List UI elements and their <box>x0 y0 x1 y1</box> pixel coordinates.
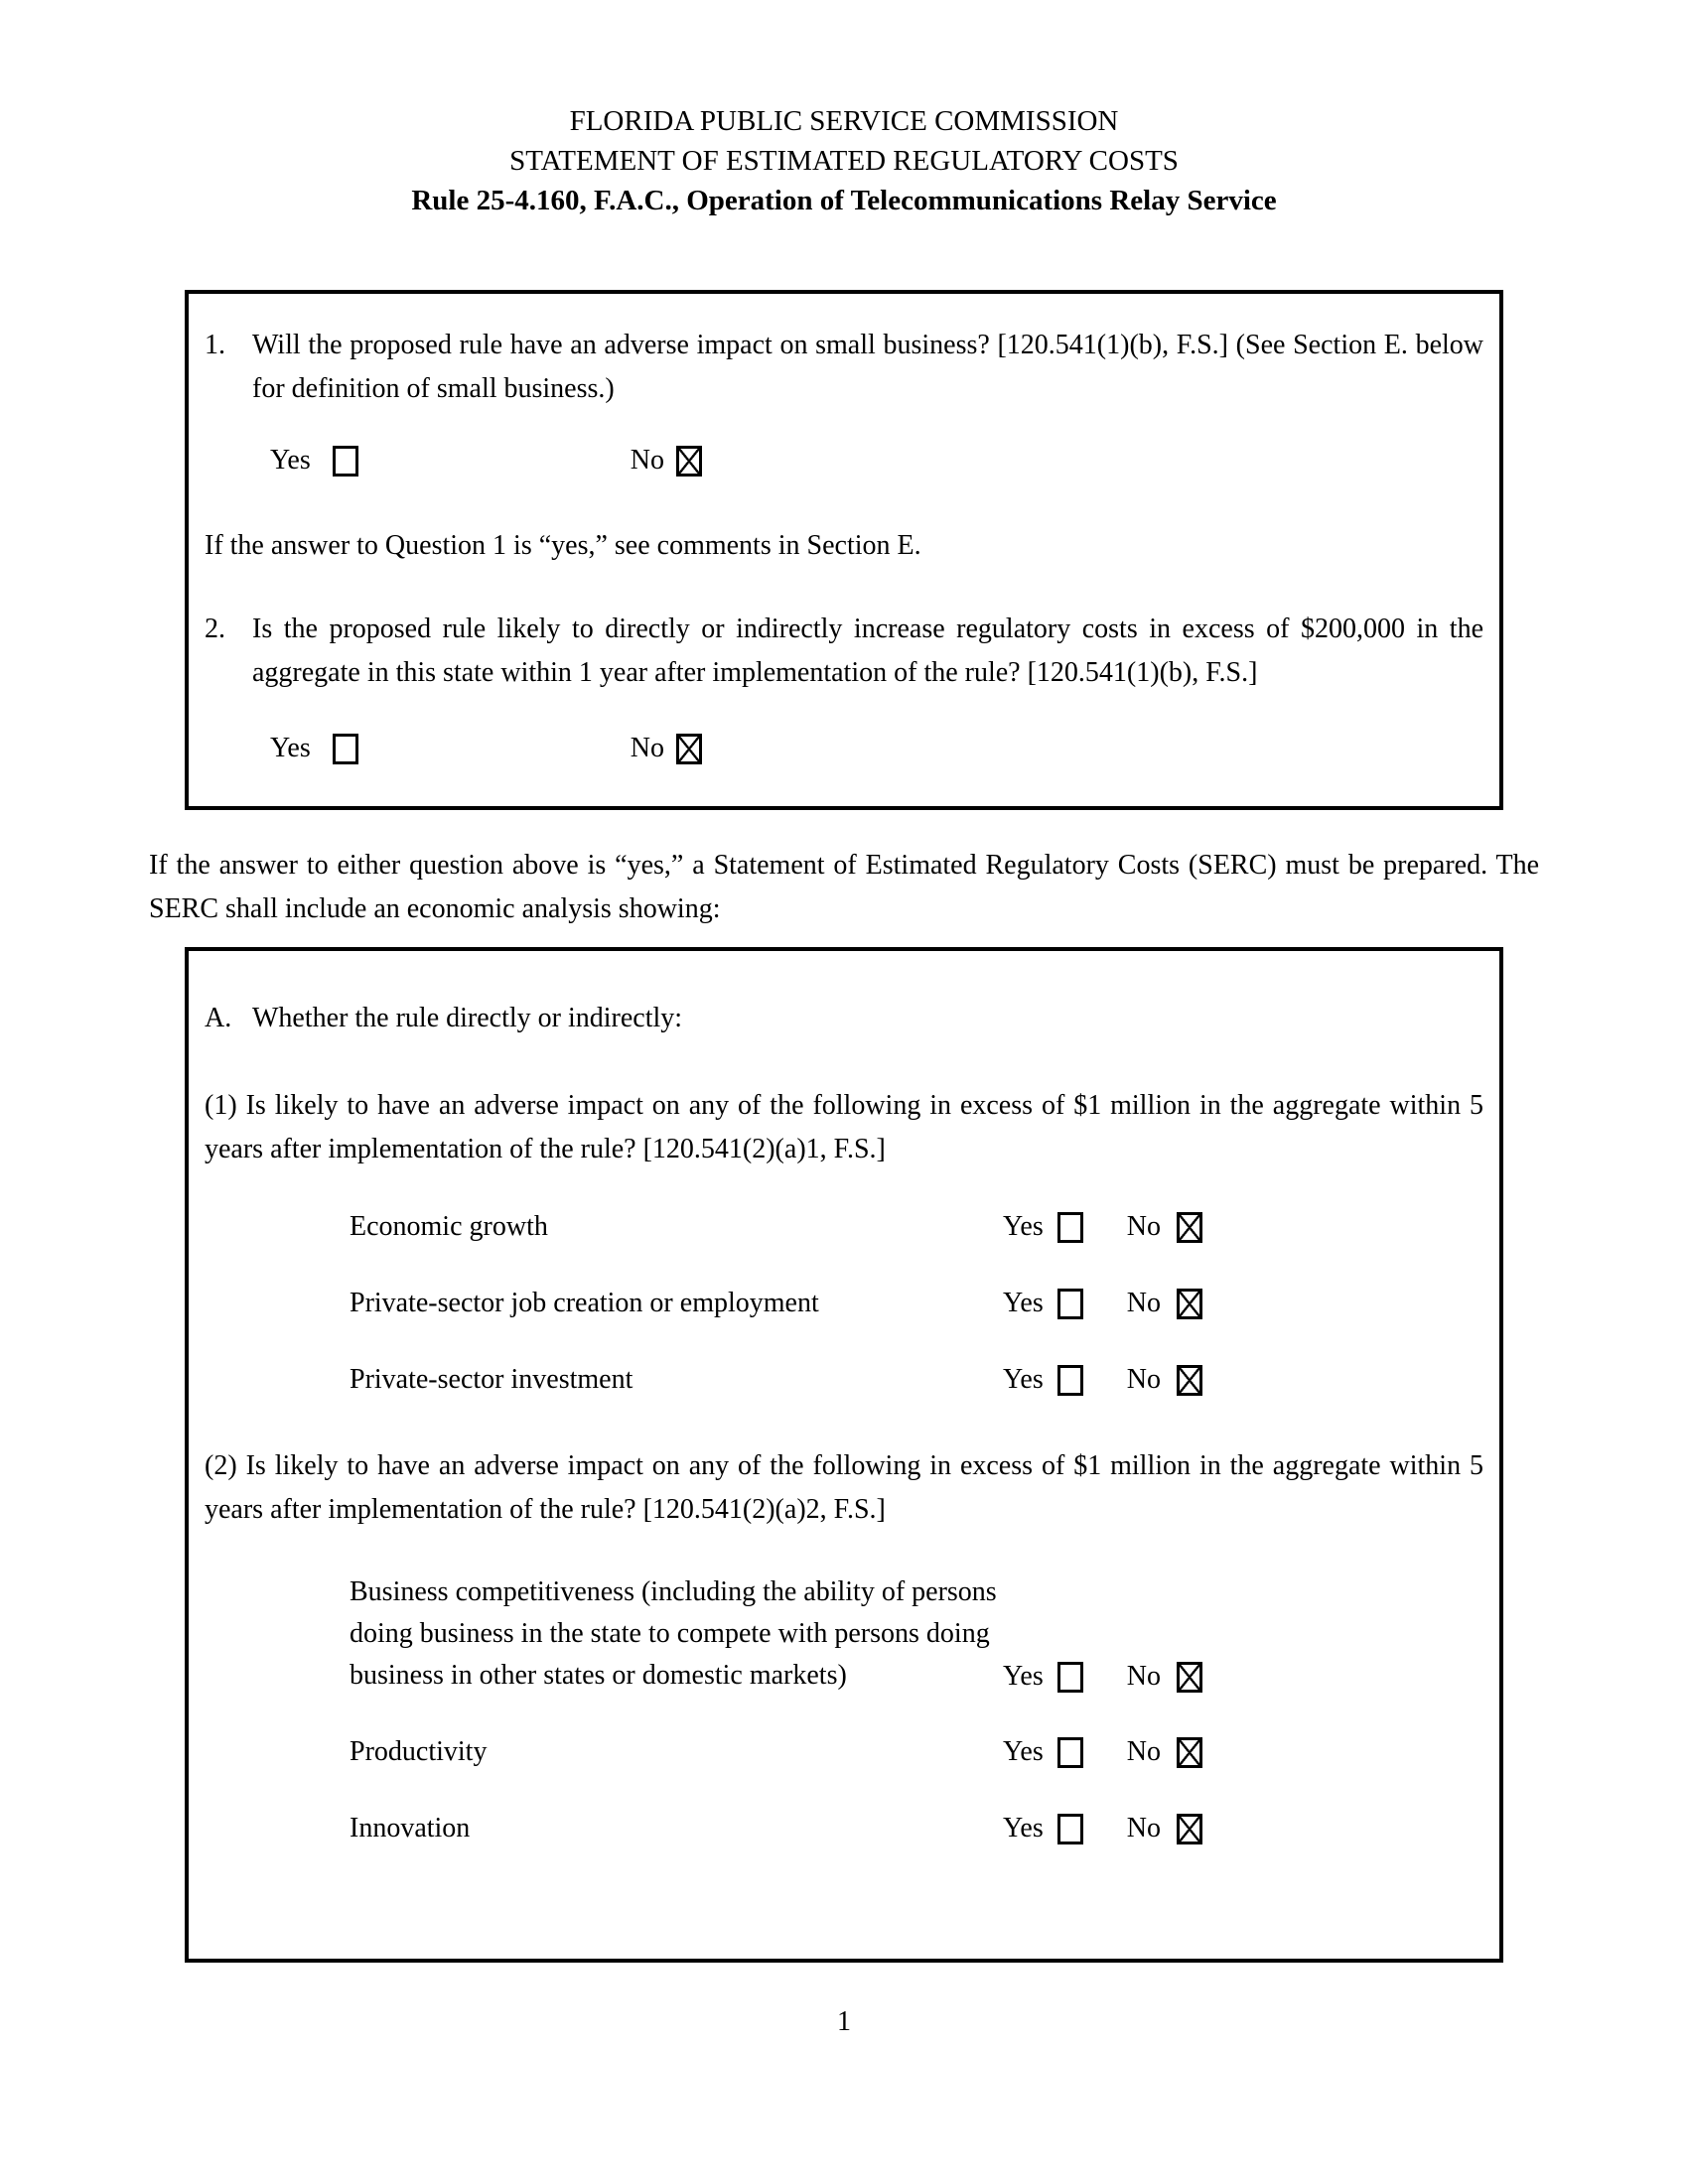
question-2-text: Is the proposed rule likely to directly or indirectly increase regulatory costs in excess of $200,000 in the aggregate in this state within 1 year after implementation of the rule? [120.541(1)(b), F.S.] <box>252 614 1483 688</box>
job-creation-no-checkbox[interactable] <box>1177 1289 1202 1319</box>
innovation-no-checkbox[interactable] <box>1177 1814 1202 1844</box>
impact-row-business-competitiveness <box>205 1571 1483 1697</box>
yes-label: Yes <box>1003 1661 1044 1692</box>
productivity-no-checkbox[interactable] <box>1177 1737 1202 1768</box>
impact-label: Economic growth <box>350 1211 548 1242</box>
yes-label: Yes <box>1003 1211 1044 1242</box>
private-investment-no-checkbox[interactable] <box>1177 1365 1202 1396</box>
job-creation-yes-checkbox[interactable] <box>1057 1289 1083 1319</box>
business-competitiveness-no-checkbox[interactable] <box>1177 1662 1202 1693</box>
part-1-question-text: (1) Is likely to have an adverse impact on any of the following in excess of $1 million in the aggregate within 5 years after implementation of the rule? [120.541(2)(a)1, F.S.] <box>205 1090 1483 1164</box>
yes-label: Yes <box>1003 1288 1044 1318</box>
header-document-title: STATEMENT OF ESTIMATED REGULATORY COSTS <box>509 145 1179 177</box>
impact-label: Innovation <box>350 1813 471 1843</box>
productivity-yes-checkbox[interactable] <box>1057 1737 1083 1768</box>
no-label: No <box>1126 1288 1161 1318</box>
no-label: No <box>1126 1736 1161 1767</box>
impact-row-innovation <box>205 1808 1483 1849</box>
question-2 <box>205 608 1483 695</box>
impact-row-private-investment <box>205 1359 1483 1401</box>
question-1-note: If the answer to Question 1 is “yes,” see comments in Section E. <box>205 530 921 561</box>
impact-answer-group <box>1003 1809 1202 1848</box>
yes-label: Yes <box>1003 1736 1044 1767</box>
threshold-questions-box <box>185 290 1503 810</box>
impact-answer-group <box>1003 1360 1202 1400</box>
economic-growth-yes-checkbox[interactable] <box>1057 1212 1083 1243</box>
question-2-no-label: No <box>630 733 664 763</box>
document-header <box>149 101 1539 220</box>
impact-answer-group <box>1003 1284 1202 1323</box>
question-1-number: 1. <box>205 330 225 360</box>
serc-analysis-box <box>185 947 1503 1963</box>
business-competitiveness-yes-checkbox[interactable] <box>1057 1662 1083 1693</box>
part-2-question-text: (2) Is likely to have an adverse impact on any of the following in excess of $1 million in the aggregate within 5 years after implementation of the rule? [120.541(2)(a)2, F.S.] <box>205 1450 1483 1525</box>
question-1-no-label: No <box>630 445 664 476</box>
economic-growth-no-checkbox[interactable] <box>1177 1212 1202 1243</box>
impact-row-economic-growth <box>205 1206 1483 1248</box>
header-commission-title: FLORIDA PUBLIC SERVICE COMMISSION <box>569 105 1119 137</box>
serc-instruction-paragraph: If the answer to either question above is “yes,” a Statement of Estimated Regulatory Costs (SERC) must be prepared. The SERC shall include an economic analysis showing: <box>149 850 1539 924</box>
impact-label: Productivity <box>350 1736 488 1767</box>
question-2-yes-checkbox[interactable] <box>333 734 358 764</box>
impact-answer-group <box>1003 1657 1202 1697</box>
private-investment-yes-checkbox[interactable] <box>1057 1365 1083 1396</box>
question-2-yes-label: Yes <box>270 733 311 763</box>
question-2-answer-row <box>205 731 1483 766</box>
impact-label: Private-sector job creation or employment <box>350 1288 819 1318</box>
no-label: No <box>1126 1364 1161 1395</box>
impact-label: Private-sector investment <box>350 1364 633 1395</box>
innovation-yes-checkbox[interactable] <box>1057 1814 1083 1844</box>
question-1-answer-row <box>205 443 1483 478</box>
impact-answer-group <box>1003 1732 1202 1772</box>
question-1-yes-checkbox[interactable] <box>333 446 358 477</box>
yes-label: Yes <box>1003 1364 1044 1395</box>
no-label: No <box>1126 1813 1161 1843</box>
section-a-text: Whether the rule directly or indirectly: <box>252 1003 683 1033</box>
yes-label: Yes <box>1003 1813 1044 1843</box>
page-footer <box>149 2000 1539 2044</box>
no-label: No <box>1126 1211 1161 1242</box>
question-1-text: Will the proposed rule have an adverse impact on small business? [120.541(1)(b), F.S.] (See Section E. below for definition of small business.) <box>252 330 1483 404</box>
question-1 <box>205 324 1483 411</box>
impact-label: Business competitiveness (including the ability of persons doing business in the state to compete with persons doing business in other states or domestic markets) <box>350 1576 997 1691</box>
no-label: No <box>1126 1661 1161 1692</box>
header-rule-title: Rule 25-4.160, F.A.C., Operation of Telecommunications Relay Service <box>411 185 1277 216</box>
impact-answer-group <box>1003 1207 1202 1247</box>
page-number: 1 <box>837 2006 851 2037</box>
question-2-no-checkbox[interactable] <box>676 734 702 764</box>
question-1-yes-label: Yes <box>270 445 311 476</box>
impact-row-productivity <box>205 1731 1483 1773</box>
question-2-number: 2. <box>205 614 225 644</box>
impact-row-job-creation <box>205 1283 1483 1324</box>
section-a-heading <box>205 997 1483 1040</box>
section-a-letter: A. <box>205 1003 232 1033</box>
question-1-no-checkbox[interactable] <box>676 446 702 477</box>
